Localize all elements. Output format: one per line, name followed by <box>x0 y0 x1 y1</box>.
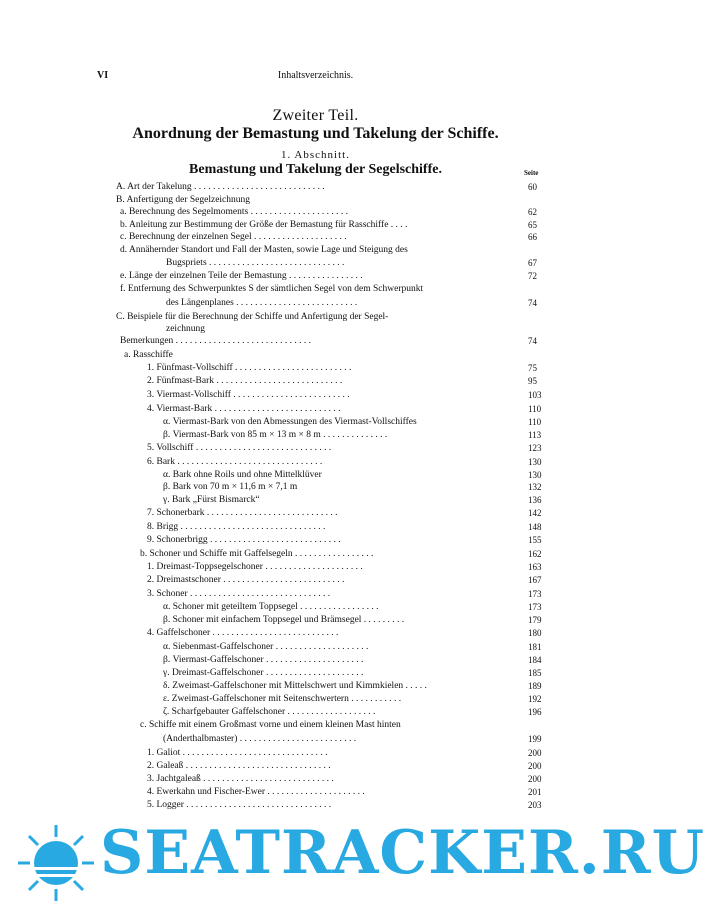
section-title: Bemastung und Takelung der Segelschiffe. <box>189 162 442 177</box>
toc-entry <box>0 733 631 746</box>
toc-entry <box>0 456 631 469</box>
toc-entry <box>0 654 631 667</box>
toc-entry-text: B. Anfertigung der Segelzeichnung <box>116 195 251 205</box>
page-number: VI <box>97 70 109 81</box>
toc-entry <box>0 786 631 799</box>
toc-entry-page: 132 <box>528 482 542 492</box>
running-title: Inhaltsverzeichnis. <box>277 70 354 81</box>
toc-entry-text: Bemerkungen . . . . . . . . . . . . . . . . . . . . . . . . . . . . . <box>120 336 312 346</box>
toc-entry-page: 103 <box>528 390 542 400</box>
toc-entry-text: β. Bark von 70 m × 11,6 m × 7,1 m <box>163 482 298 492</box>
toc-entry-text: (Anderthalbmaster) . . . . . . . . . . . . . . . . . . . . . . . . . <box>163 734 357 744</box>
toc-entry-page: 192 <box>528 694 542 704</box>
toc-entry-page: 95 <box>528 376 537 386</box>
toc-entry-text: 1. Galiot . . . . . . . . . . . . . . . . . . . . . . . . . . . . . . . <box>147 748 328 758</box>
toc-entry-text: ε. Zweimast-Gaffelschoner mit Seitenschwertern . . . . . . . . . . . <box>163 694 402 704</box>
toc-entry-text: f. Entfernung des Schwerpunktes S der sämtlichen Segel von dem Schwerpunkt <box>120 284 424 294</box>
toc-entry-text: 2. Dreimastschoner . . . . . . . . . . . . . . . . . . . . . . . . . . <box>147 575 345 585</box>
toc-entry-text: γ. Dreimast-Gaffelschoner . . . . . . . . . . . . . . . . . . . . . <box>163 668 364 678</box>
toc-entry <box>0 481 631 494</box>
toc-entry <box>0 680 631 693</box>
toc-entry-page: 130 <box>528 470 542 480</box>
toc-entry <box>0 588 631 601</box>
toc-entry-text: 4. Viermast-Bark . . . . . . . . . . . . . . . . . . . . . . . . . . . <box>147 404 341 414</box>
toc-entry <box>0 349 631 362</box>
sun-logo-icon <box>16 825 96 901</box>
toc-entry-text: c. Berechnung der einzelnen Segel . . . . . . . . . . . . . . . . . . . . <box>120 232 347 242</box>
toc-entry-text: γ. Bark „Fürst Bismarck“ <box>163 495 260 505</box>
toc-entry-page: 180 <box>528 628 542 638</box>
toc-entry <box>0 667 631 680</box>
toc-entry <box>0 747 631 760</box>
toc-entry-page: 163 <box>528 562 542 572</box>
toc-entry <box>0 297 631 310</box>
toc-entry <box>0 416 631 429</box>
toc-entry-text: 8. Brigg . . . . . . . . . . . . . . . . . . . . . . . . . . . . . . . <box>147 522 326 532</box>
toc-entry <box>0 799 631 812</box>
toc-entry <box>0 375 631 388</box>
toc-entry <box>0 244 631 257</box>
toc-entry-page: 173 <box>528 602 542 612</box>
section-label: 1. Abschnitt. <box>281 149 350 161</box>
toc-entry-text: 3. Viermast-Vollschiff . . . . . . . . . . . . . . . . . . . . . . . . . <box>147 390 350 400</box>
toc-entry-page: 62 <box>528 207 537 217</box>
toc-entry-page: 162 <box>528 549 542 559</box>
toc-entry-page: 142 <box>528 508 542 518</box>
toc-entry <box>0 429 631 442</box>
toc-entry-text: des Längenplanes . . . . . . . . . . . . . . . . . . . . . . . . . . <box>166 298 358 308</box>
toc-entry-page: 196 <box>528 707 542 717</box>
toc-entry-page: 201 <box>528 787 542 797</box>
toc-entry <box>0 601 631 614</box>
toc-entry-page: 199 <box>528 734 542 744</box>
toc-entry <box>0 773 631 786</box>
toc-entry-text: b. Schoner und Schiffe mit Gaffelsegeln . . . . . . . . . . . . . . . . . <box>140 549 374 559</box>
toc-entry-page: 200 <box>528 748 542 758</box>
toc-entry <box>0 561 631 574</box>
toc-entry-page: 173 <box>528 589 542 599</box>
toc-entry-text: 6. Bark . . . . . . . . . . . . . . . . . . . . . . . . . . . . . . . <box>147 457 323 467</box>
toc-entry <box>0 257 631 270</box>
toc-entry-page: 185 <box>528 668 542 678</box>
toc-entry-page: 72 <box>528 271 537 281</box>
toc-entry-text: d. Annähernder Standort und Fall der Masten, sowie Lage und Steigung des <box>120 245 408 255</box>
toc-entry-page: 110 <box>528 404 542 414</box>
toc-entry-page: 75 <box>528 363 537 373</box>
toc-entry-text: 5. Logger . . . . . . . . . . . . . . . . . . . . . . . . . . . . . . . <box>147 800 332 810</box>
toc-entry-page: 130 <box>528 457 542 467</box>
toc-entry <box>0 403 631 416</box>
toc-entry <box>0 548 631 561</box>
toc-entry-page: 113 <box>528 430 542 440</box>
toc-entry <box>0 270 631 283</box>
toc-entry <box>0 442 631 455</box>
toc-entry-text: 3. Jachtgaleaß . . . . . . . . . . . . . . . . . . . . . . . . . . . . <box>147 774 334 784</box>
toc-entry-page: 184 <box>528 655 542 665</box>
part-title: Anordnung der Bemastung und Takelung der Schiffe. <box>132 125 499 142</box>
toc-entry <box>0 206 631 219</box>
toc-entry-text: A. Art der Takelung . . . . . . . . . . . . . . . . . . . . . . . . . . . . <box>116 182 325 192</box>
toc-entry <box>0 181 631 194</box>
toc-entry <box>0 389 631 402</box>
toc-entry-text: β. Viermast-Gaffelschoner . . . . . . . . . . . . . . . . . . . . . <box>163 655 364 665</box>
toc-entry-text: α. Siebenmast-Gaffelschoner . . . . . . . . . . . . . . . . . . . . <box>163 642 369 652</box>
toc-entry-text: e. Länge der einzelnen Teile der Bemastung . . . . . . . . . . . . . . . . <box>120 271 363 281</box>
watermark-text: SEATRACKER.RU <box>100 818 705 888</box>
toc-entry-page: 148 <box>528 522 542 532</box>
toc-entry-page: 179 <box>528 615 542 625</box>
toc-entry <box>0 574 631 587</box>
toc-entry-text: zeichnung <box>166 324 206 334</box>
toc-entry-text: 5. Vollschiff . . . . . . . . . . . . . . . . . . . . . . . . . . . . . <box>147 443 332 453</box>
toc-entry <box>0 693 631 706</box>
toc-entry-text: 1. Dreimast-Toppsegelschoner . . . . . . . . . . . . . . . . . . . . . <box>147 562 363 572</box>
toc-entry-page: 167 <box>528 575 542 585</box>
toc-entry-text: β. Schoner mit einfachem Toppsegel und Brämsegel . . . . . . . . . <box>163 615 405 625</box>
toc-entry <box>0 641 631 654</box>
toc-entry-text: b. Anleitung zur Bestimmung der Größe der Bemastung für Rasschiffe . . . . <box>120 220 408 230</box>
toc-entry-text: c. Schiffe mit einem Großmast vorne und einem kleinen Mast hinten <box>140 720 401 730</box>
toc-entry <box>0 507 631 520</box>
page-column-label: Seite <box>524 169 539 177</box>
toc-entry-text: 9. Schonerbrigg . . . . . . . . . . . . . . . . . . . . . . . . . . . . <box>147 535 341 545</box>
toc-entry-text: 4. Gaffelschoner . . . . . . . . . . . . . . . . . . . . . . . . . . . <box>147 628 339 638</box>
toc-entry-text: 1. Fünfmast-Vollschiff . . . . . . . . . . . . . . . . . . . . . . . . . <box>147 363 352 373</box>
toc-entry-text: C. Beispiele für die Berechnung der Schiffe und Anfertigung der Segel- <box>116 312 389 322</box>
toc-entry <box>0 231 631 244</box>
toc-entry <box>0 362 631 375</box>
toc-entry-page: 74 <box>528 298 537 308</box>
part-label: Zweiter Teil. <box>272 107 359 124</box>
toc-entry-page: 110 <box>528 417 542 427</box>
toc-entry-text: ζ. Scharfgebauter Gaffelschoner . . . . . . . . . . . . . . . . . . . <box>163 707 376 717</box>
toc-entry-page: 136 <box>528 495 542 505</box>
toc-entry-page: 181 <box>528 642 542 652</box>
toc-entry-page: 65 <box>528 220 537 230</box>
toc-entry-text: a. Rasschiffe <box>124 350 173 360</box>
toc-entry-page: 123 <box>528 443 542 453</box>
toc-entry-text: 2. Galeaß . . . . . . . . . . . . . . . . . . . . . . . . . . . . . . . <box>147 761 331 771</box>
toc-entry-text: α. Schoner mit geteiltem Toppsegel . . . . . . . . . . . . . . . . . <box>163 602 379 612</box>
toc-entry-page: 74 <box>528 336 537 346</box>
toc-entry <box>0 719 631 732</box>
toc-entry-page: 155 <box>528 535 542 545</box>
toc-entry-text: 7. Schonerbark . . . . . . . . . . . . . . . . . . . . . . . . . . . . <box>147 508 338 518</box>
toc-entry-page: 60 <box>528 182 537 192</box>
toc-entry-text: a. Berechnung des Segelmoments . . . . . . . . . . . . . . . . . . . . . <box>120 207 348 217</box>
toc-entry-text: δ. Zweimast-Gaffelschoner mit Mittelschwert und Kimmkielen . . . . . <box>163 681 427 691</box>
toc-entry <box>0 494 631 507</box>
toc-entry-text: Bugspriets . . . . . . . . . . . . . . . . . . . . . . . . . . . . . <box>166 258 345 268</box>
toc-entry-page: 200 <box>528 761 542 771</box>
toc-entry-page: 200 <box>528 774 542 784</box>
toc-entry <box>0 335 631 348</box>
toc-entry-page: 189 <box>528 681 542 691</box>
toc-entry-text: α. Viermast-Bark von den Abmessungen des Viermast-Vollschiffes <box>163 417 417 427</box>
toc-entry-text: 2. Fünfmast-Bark . . . . . . . . . . . . . . . . . . . . . . . . . . . <box>147 376 343 386</box>
toc-entry-page: 66 <box>528 232 537 242</box>
toc-entry <box>0 760 631 773</box>
toc-entry-page: 67 <box>528 258 537 268</box>
toc-entry-page: 203 <box>528 800 542 810</box>
toc-entry-text: 4. Ewerkahn und Fischer-Ewer . . . . . . . . . . . . . . . . . . . . . <box>147 787 365 797</box>
toc-entry <box>0 283 631 296</box>
toc-entry-text: 3. Schoner . . . . . . . . . . . . . . . . . . . . . . . . . . . . . . <box>147 589 331 599</box>
toc-entry-text: α. Bark ohne Roils und ohne Mittelklüver <box>163 470 322 480</box>
toc-entry <box>0 534 631 547</box>
toc-entry-text: β. Viermast-Bark von 85 m × 13 m × 8 m . . . . . . . . . . . . . . <box>163 430 388 440</box>
toc-entry <box>0 706 631 719</box>
toc-entry <box>0 521 631 534</box>
toc-entry <box>0 614 631 627</box>
toc-entry <box>0 627 631 640</box>
